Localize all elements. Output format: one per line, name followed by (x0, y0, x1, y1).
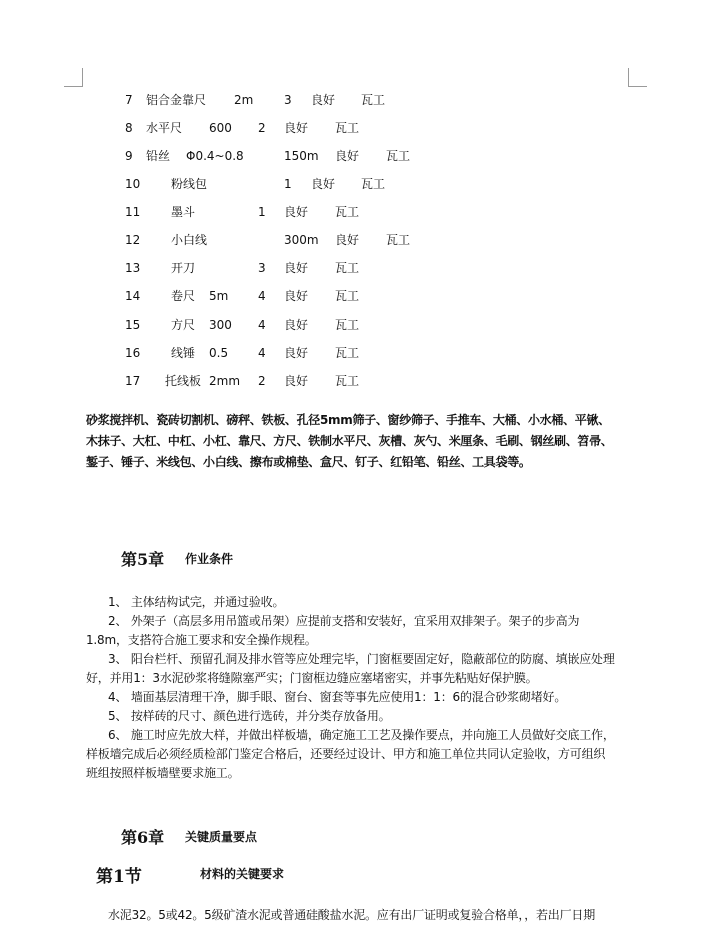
tool-trade: 瓦工 (335, 289, 360, 303)
tool-spec: 5m (209, 289, 229, 303)
table-row (0, 287, 360, 305)
tool-condition: 良好 (284, 346, 309, 360)
tool-trade: 瓦工 (335, 374, 360, 388)
tool-spec: 2mm (209, 374, 241, 388)
table-row (0, 344, 360, 362)
tool-trade: 瓦工 (335, 121, 360, 135)
chapter-heading (121, 547, 234, 570)
chapter-heading (121, 825, 258, 848)
tool-qty: 3 (284, 93, 292, 107)
work-condition-item: 6、 施工时应先放大样，并做出样板墙，确定施工工艺及操作要点，并向施工人员做好交底工作，样板墙完成后必须经质检部门鉴定合格后，还要经过设计、甲方和施工单位共同认定验收，方可组织班组按照样板墙壁要求施工。 (86, 728, 615, 780)
row-number: 12 (125, 233, 141, 247)
row-number: 9 (125, 149, 133, 163)
chapter-number: 第5章 (121, 550, 165, 569)
tool-condition: 良好 (284, 205, 309, 219)
tool-qty: 2 (258, 121, 266, 135)
table-row (0, 231, 411, 249)
tool-name: 卷尺 (171, 289, 196, 303)
table-row (0, 316, 360, 334)
row-number: 17 (125, 374, 141, 388)
tool-name: 线锤 (171, 346, 196, 360)
materials-paragraph: 砂浆搅拌机、瓷砖切割机、磅秤、铁板、孔径5mm筛子、窗纱筛子、手推车、大桶、小水桶、平锹、木抹子、大杠、中杠、小杠、靠尺、方尺、铁制水平尺、灰槽、灰勺、米厘条、毛刷、钢丝刷、笤帚、錾子、锤子、米线包、小白线、擦布或棉垫、盒尺、钉子、红铅笔、铅丝、工具袋等。 (86, 413, 613, 469)
tool-trade: 瓦工 (335, 346, 360, 360)
tool-qty: 2 (258, 374, 266, 388)
table-row (0, 372, 360, 390)
tool-condition: 良好 (311, 93, 336, 107)
tool-trade: 瓦工 (335, 261, 360, 275)
tool-spec: Φ0.4~0.8 (186, 149, 244, 163)
tool-qty: 3 (258, 261, 266, 275)
work-condition-item: 3、 阳台栏杆、预留孔洞及排水管等应处理完毕，门窗框要固定好，隐蔽部位的防腐、填嵌应处理好，并用1：3水泥砂浆将缝隙塞严实；门窗框边缝应塞堵密实，并事先粘贴好保护膜。 (86, 652, 615, 685)
tool-qty: 1 (258, 205, 266, 219)
row-number: 7 (125, 93, 133, 107)
tool-spec: 300 (209, 318, 232, 332)
tool-name: 水平尺 (146, 121, 183, 135)
section-heading (96, 862, 285, 887)
row-number: 8 (125, 121, 133, 135)
table-row (0, 91, 386, 109)
tool-qty: 4 (258, 289, 266, 303)
work-condition-item: 4、 墙面基层清理干净，脚手眼、窗台、窗套等事先应使用1：1：6的混合砂浆砌堵好。 (108, 690, 567, 704)
tool-name: 托线板 (165, 374, 202, 388)
tool-condition: 良好 (284, 289, 309, 303)
tool-qty: 4 (258, 346, 266, 360)
tool-condition: 良好 (284, 121, 309, 135)
table-row (0, 259, 360, 277)
tool-condition: 良好 (284, 261, 309, 275)
tool-trade: 瓦工 (335, 205, 360, 219)
work-condition-item: 5、 按样砖的尺寸、颜色进行选砖，并分类存放备用。 (108, 709, 391, 723)
section-title: 材料的关键要求 (200, 867, 285, 881)
page-corner-mark-left (64, 68, 83, 87)
tool-name: 开刀 (171, 261, 196, 275)
row-number: 13 (125, 261, 141, 275)
chapter-title: 作业条件 (185, 552, 234, 566)
tool-condition: 良好 (284, 318, 309, 332)
tool-spec: 2m (234, 93, 254, 107)
tool-spec: 0.5 (209, 346, 229, 360)
chapter-title: 关键质量要点 (185, 830, 258, 844)
table-row (0, 147, 411, 165)
tool-name: 小白线 (171, 233, 208, 247)
tool-name: 铝合金靠尺 (146, 93, 207, 107)
row-number: 16 (125, 346, 141, 360)
row-number: 14 (125, 289, 141, 303)
tool-name: 铅丝 (146, 149, 171, 163)
tool-trade: 瓦工 (386, 149, 411, 163)
tool-qty: 300m (284, 233, 319, 247)
tool-trade: 瓦工 (361, 177, 386, 191)
work-condition-item: 1、 主体结构试完，并通过验收。 (108, 595, 285, 609)
row-number: 15 (125, 318, 141, 332)
tool-qty: 1 (284, 177, 292, 191)
materials-requirement-paragraph: 水泥32。5或42。5级矿渣水泥或普通硅酸盐水泥。应有出厂证明或复验合格单，，若出厂日期 (108, 908, 596, 922)
table-row (0, 175, 386, 193)
tool-spec: 600 (209, 121, 232, 135)
tool-trade: 瓦工 (335, 318, 360, 332)
section-number: 第1节 (96, 867, 142, 887)
tool-qty: 4 (258, 318, 266, 332)
tool-condition: 良好 (284, 374, 309, 388)
row-number: 11 (125, 205, 141, 219)
tool-trade: 瓦工 (386, 233, 411, 247)
tool-name: 墨斗 (171, 205, 196, 219)
tool-qty: 150m (284, 149, 319, 163)
chapter-number: 第6章 (121, 828, 165, 847)
tool-trade: 瓦工 (361, 93, 386, 107)
row-number: 10 (125, 177, 141, 191)
page-corner-mark-right (628, 68, 647, 87)
work-condition-item: 2、 外架子（高层多用吊篮或吊架）应提前支搭和安装好，宜采用双排架子。架子的步高为1.8m，支搭符合施工要求和安全操作规程。 (86, 614, 580, 647)
table-row (0, 119, 360, 137)
tool-name: 粉线包 (171, 177, 208, 191)
tool-condition: 良好 (311, 177, 336, 191)
tool-condition: 良好 (335, 149, 360, 163)
tool-condition: 良好 (335, 233, 360, 247)
tool-name: 方尺 (171, 318, 196, 332)
table-row (0, 203, 360, 221)
